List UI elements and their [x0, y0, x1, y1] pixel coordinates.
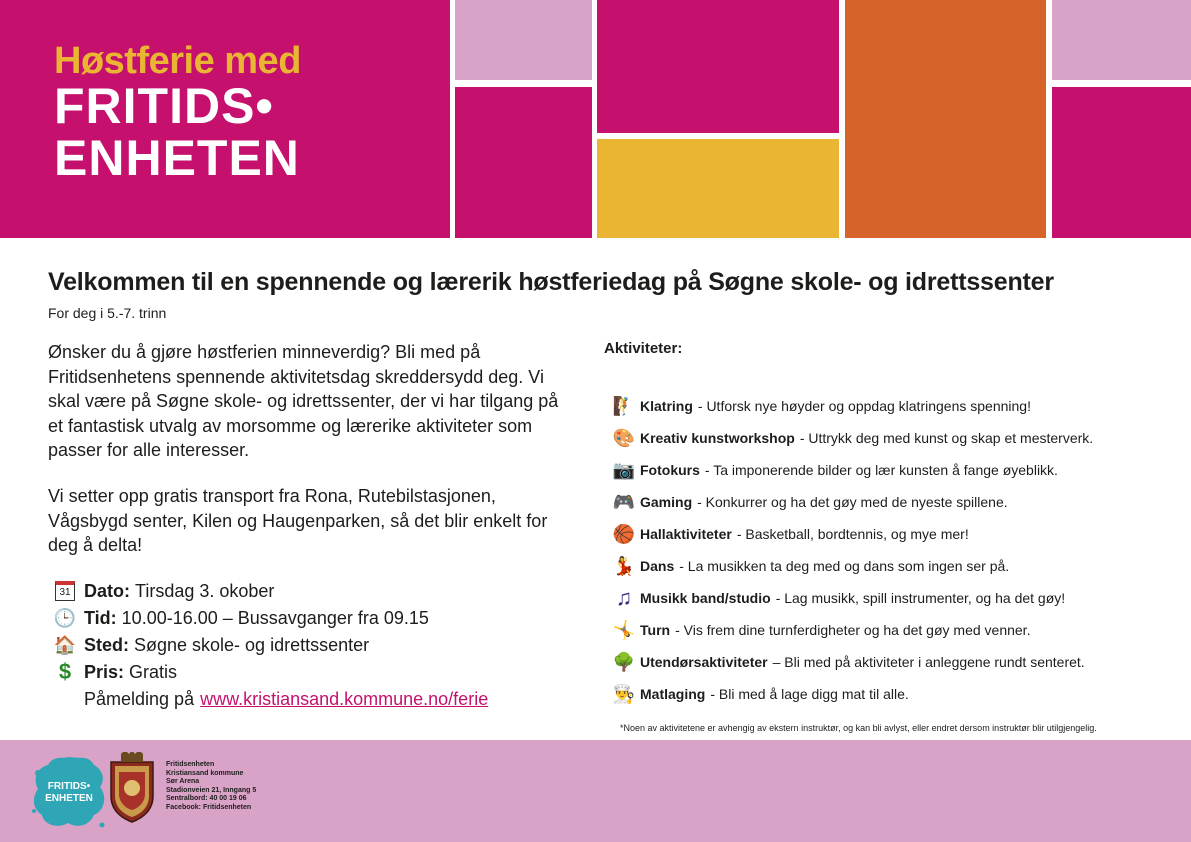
calendar-icon: 31 — [52, 581, 78, 601]
activity-item — [612, 522, 969, 546]
activity-desc: - La musikken ta deg med og dans som ingen ser på. — [679, 558, 1010, 574]
intro-paragraph: Ønsker du å gjøre høstferien minneverdig? Bli med på Fritidsenhetens spennende aktivitetsdag skreddersydd deg. Vi skal være på Søgne skole- og idrettssenter, der vi har tilgang på et fantastisk utvalg av morsomme og lærerike aktiviteter som passer for alle interesser. — [48, 342, 559, 460]
activity-item — [612, 586, 1065, 610]
tile-divider — [1052, 80, 1191, 87]
contact-line: Sør Arena — [166, 778, 200, 786]
activity-desc: - Uttrykk deg med kunst og skap et mesterverk. — [799, 430, 1094, 446]
decor-tile — [1052, 0, 1191, 80]
info-label: Dato: — [84, 580, 130, 601]
info-label: Sted: — [84, 634, 129, 655]
title-line-3: ENHETEN — [54, 130, 300, 186]
activity-item — [612, 426, 1093, 450]
tree-icon: 🌳 — [612, 651, 636, 672]
activity-name: Turn — [640, 622, 671, 638]
signup-link[interactable]: www.kristiansand.kommune.no/ferie — [200, 688, 489, 709]
tile-divider — [597, 133, 839, 139]
tile-divider — [1046, 0, 1052, 238]
activity-name: Gaming — [640, 494, 693, 510]
activity-item — [612, 458, 1058, 482]
activity-desc: - Utforsk nye høyder og oppdag klatringens spenning! — [697, 398, 1031, 414]
info-date — [52, 578, 274, 604]
signup-text: Påmelding på — [84, 688, 195, 709]
info-value: Tirsdag 3. okober — [135, 580, 275, 601]
tile-divider — [839, 0, 845, 238]
activity-item — [612, 490, 1008, 514]
info-place — [52, 632, 369, 658]
municipal-crest — [107, 752, 157, 824]
basketball-icon: 🏀 — [612, 523, 636, 544]
activity-item — [612, 650, 1085, 674]
info-value: 10.00-16.00 – Bussavganger fra 09.15 — [121, 607, 429, 628]
activity-name: Kreativ kunstworkshop — [640, 430, 795, 446]
contact-info — [166, 761, 256, 813]
activity-item — [612, 554, 1009, 578]
info-label: Pris: — [84, 661, 125, 682]
svg-text:FRITIDS•: FRITIDS• — [47, 781, 91, 792]
clock-icon: 🕒 — [53, 607, 77, 628]
decor-tile — [597, 139, 839, 238]
info-price — [52, 659, 177, 685]
info-value: Søgne skole- og idrettssenter — [134, 634, 370, 655]
decor-tile — [597, 0, 839, 133]
title-line-2: FRITIDS• — [54, 78, 274, 134]
dollar-icon: $ — [58, 659, 72, 684]
gamepad-icon: 🎮 — [612, 491, 636, 512]
decor-tile — [455, 87, 592, 238]
svg-text:ENHETEN: ENHETEN — [45, 793, 93, 804]
climbing-icon: 🧗 — [612, 395, 636, 416]
tile-divider — [592, 0, 597, 238]
contact-line: Kristiansand kommune — [166, 769, 244, 777]
tile-divider — [455, 80, 592, 87]
activity-desc: - Konkurrer og ha det gøy med de nyeste spillene. — [697, 494, 1008, 510]
activity-name: Matlaging — [640, 686, 706, 702]
info-value: Gratis — [129, 661, 178, 682]
activity-item — [612, 618, 1030, 642]
activity-name: Utendørsaktiviteter — [640, 654, 768, 670]
transport-paragraph: Vi setter opp gratis transport fra Rona, Rutebilstasjonen, Vågsbygd senter, Kilen og Haugenparken, så det blir enkelt for deg å delta! — [48, 486, 548, 555]
activity-name: Musikk band/studio — [640, 590, 771, 606]
activity-desc: - Basketball, bordtennis, og mye mer! — [736, 526, 969, 542]
activity-name: Klatring — [640, 398, 693, 414]
activity-desc: – Bli med på aktiviteter i anleggene rundt senteret. — [772, 654, 1085, 670]
activity-desc: - Ta imponerende bilder og lær kunsten å fange øyeblikk. — [704, 462, 1058, 478]
info-time — [52, 605, 429, 631]
activity-desc: - Vis frem dine turnferdigheter og ha det gøy med venner. — [675, 622, 1031, 638]
camera-icon: 📷 — [612, 459, 636, 480]
activity-desc: - Lag musikk, spill instrumenter, og ha det gøy! — [775, 590, 1066, 606]
palette-icon: 🎨 — [612, 427, 636, 448]
music-note-icon: ♫ — [615, 585, 633, 610]
decor-tile — [845, 0, 1046, 238]
activity-item — [612, 394, 1031, 418]
decor-tile — [1052, 87, 1191, 238]
fritidsenheten-logo — [30, 753, 108, 831]
tile-divider — [450, 0, 455, 238]
disclaimer: *Noen av aktivitetene er avhengig av ekstern instruktør, og kan bli avlyst, eller endret dersom instruktør blir utilgjengelig. — [620, 723, 1097, 733]
contact-line: Sentralbord: 40 00 19 06 — [166, 795, 247, 803]
activity-name: Hallaktiviteter — [640, 526, 732, 542]
dancer-icon: 💃 — [612, 555, 636, 576]
activity-name: Fotokurs — [640, 462, 700, 478]
chef-icon: 👨‍🍳 — [612, 683, 636, 704]
grade-subline: For deg i 5.-7. trinn — [48, 305, 167, 321]
gymnast-icon: 🤸 — [612, 619, 636, 640]
activity-item — [612, 682, 909, 706]
decor-tile — [455, 0, 592, 80]
info-label: Tid: — [84, 607, 117, 628]
headline: Velkommen til en spennende og lærerik høstferiedag på Søgne skole- og idrettssenter — [48, 268, 1054, 296]
contact-line: Stadionveien 21, Inngang 5 — [166, 786, 257, 794]
contact-line: Fritidsenheten — [166, 761, 215, 768]
house-icon: 🏠 — [53, 634, 77, 655]
contact-line: Facebook: Fritidsenheten — [166, 803, 252, 811]
activities-title: Aktiviteter: — [604, 340, 683, 357]
activity-name: Dans — [640, 558, 675, 574]
activity-desc: - Bli med å lage digg mat til alle. — [710, 686, 909, 702]
info-signup — [84, 686, 488, 712]
title-line-1: Høstferie med — [54, 40, 301, 82]
